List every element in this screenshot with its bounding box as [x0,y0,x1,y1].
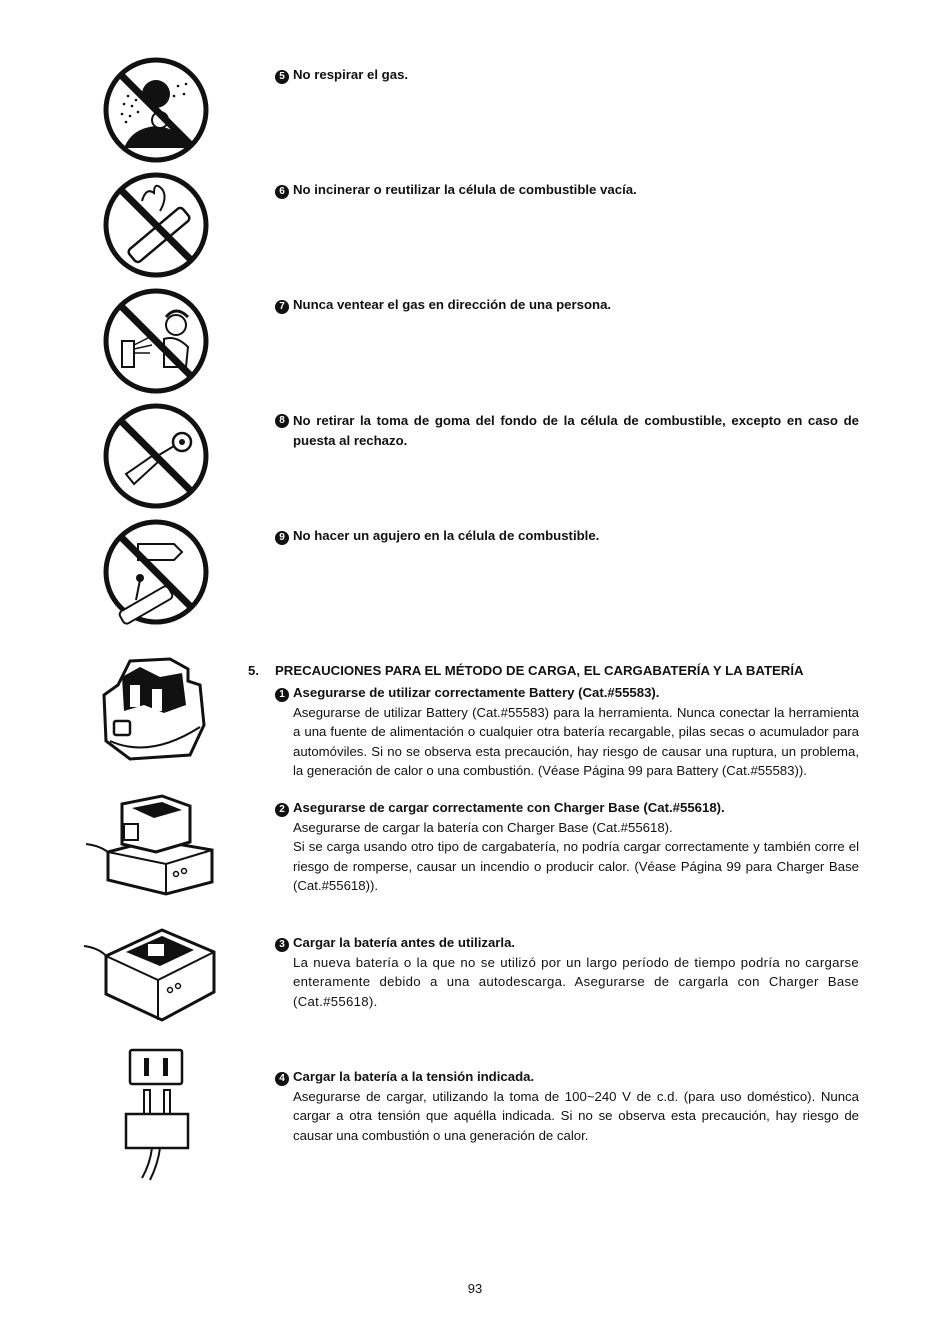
warning-8-title: 8 No retirar la toma de goma del fondo de la célula de combustible, excepto en caso de puesta al rechazo. [275,411,859,450]
battery-icon [100,655,215,765]
precaution-3-title: 3 Cargar la batería antes de utilizarla. [275,933,859,953]
section-number: 5. [248,663,259,678]
number-4-icon: 4 [275,1072,289,1086]
warning-6-title: 6 No incinerar o reutilizar la célula de combustible vacía. [275,180,859,200]
number-3-icon: 3 [275,938,289,952]
precaution-1 [275,683,859,781]
precaution-2-body-1: Asegurarse de cargar la batería con Charger Base (Cat.#55618). [293,819,673,835]
warning-6 [275,180,859,200]
warning-9 [275,526,859,546]
warning-7 [275,295,859,315]
charger-base-icon [82,916,217,1031]
precaution-4-body: Asegurarse de cargar, utilizando la toma de 100~240 V de c.d. (para uso doméstico). Nunca cargar a otra tensión que aquélla indicada. Si no se observa esta precaución, hay riesgo de causar una combustión o una generación de calor. [293,1088,859,1143]
number-6-icon: 6 [275,185,289,199]
number-2-icon: 2 [275,803,289,817]
precaution-3-body: La nueva batería o la que no se utilizó por un largo período de tiempo podría no cargarse enteramente debido a una autodescarga. Asegurarse de cargarla con Charger Base (Cat.#55618). [293,954,859,1009]
precaution-4-title: 4 Cargar la batería a la tensión indicada. [275,1067,859,1087]
section-title: PRECAUCIONES PARA EL MÉTODO DE CARGA, EL CARGABATERÍA Y LA BATERÍA [275,663,804,678]
number-1-icon: 1 [275,688,289,702]
power-plug-icon [122,1046,194,1181]
no-breathe-gas-icon [102,56,210,164]
section-heading [248,663,804,678]
precaution-1-title: 1 Asegurarse de utilizar correctamente Battery (Cat.#55583). [275,683,859,703]
no-vent-at-person-icon [102,287,210,395]
no-incinerate-icon [102,171,210,279]
no-puncture-icon [102,518,210,626]
warning-7-title: 7 Nunca ventear el gas en dirección de una persona. [275,295,859,315]
warning-8 [275,411,859,450]
precaution-1-body: Asegurarse de utilizar Battery (Cat.#55583) para la herramienta. Nunca conectar la herramienta a una fuente de alimentación o cualquier otra batería recargable, pilas secas o acumulador para automóviles. Si no se observa esta precaución, hay riesgo de causar una ruptura, un problema, la generación de calor o una combustión. (Véase Página 99 para Battery (Cat.#55583)). [293,704,859,779]
precaution-3 [275,933,859,1011]
number-5-icon: 5 [275,70,289,84]
warning-5 [275,65,859,85]
precaution-2-body-2: Si se carga usando otro tipo de cargabatería, no podría cargar correctamente y también corre el riesgo de romperse, causar un incendio o producir calor. (Véase Página 99 para Charger Base (Cat.#55618)). [293,839,859,894]
page-number: 93 [467,1281,483,1296]
precaution-2 [275,798,859,896]
number-8-icon: 8 [275,414,289,428]
number-9-icon: 9 [275,531,289,545]
precaution-4 [275,1067,859,1145]
no-remove-rubber-icon [102,402,210,510]
precaution-2-title: 2 Asegurarse de cargar correctamente con Charger Base (Cat.#55618). [275,798,859,818]
warning-5-title: 5 No respirar el gas. [275,65,859,85]
warning-9-title: 9 No hacer un agujero en la célula de combustible. [275,526,859,546]
charger-with-battery-icon [84,790,216,900]
number-7-icon: 7 [275,300,289,314]
